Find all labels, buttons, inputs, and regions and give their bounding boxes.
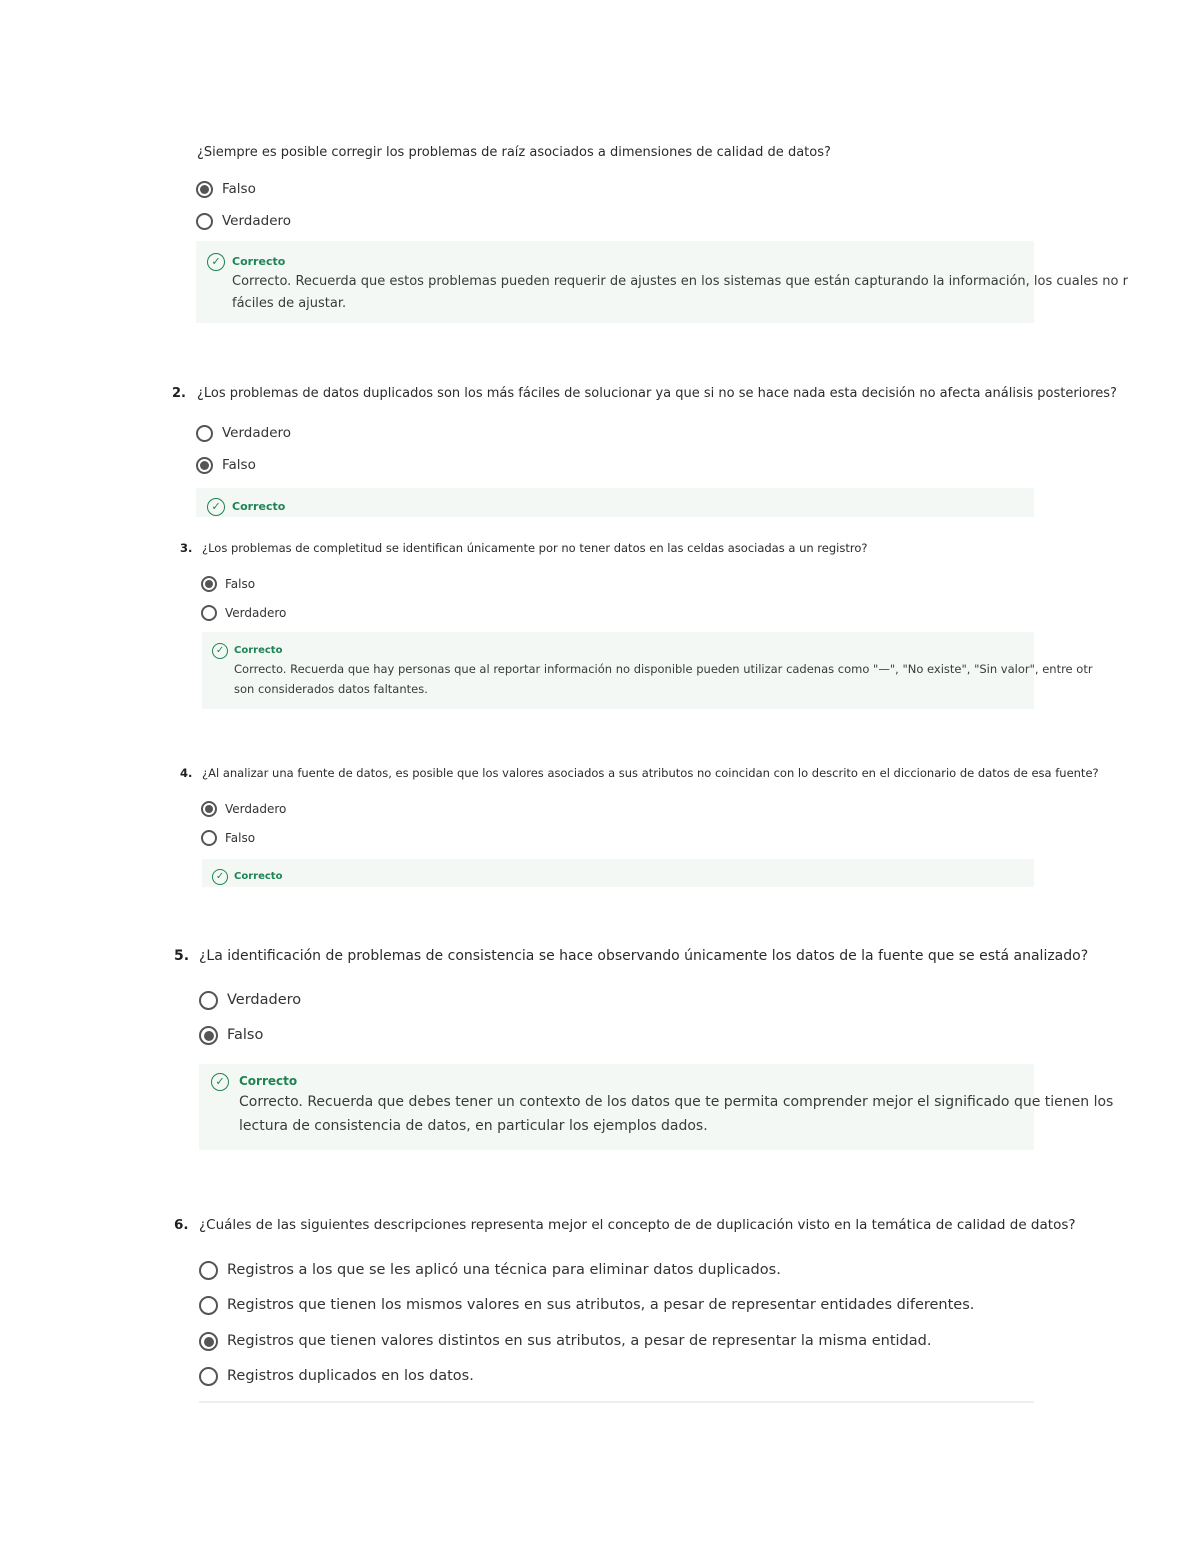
feedback-title: Correcto bbox=[234, 871, 283, 882]
feedback-title: Correcto bbox=[232, 500, 286, 513]
feedback-text: Correcto. Recuerda que debes tener un contexto de los datos que te permita comprender mejor el significado que tienen los bbox=[239, 1094, 1114, 1110]
radio-button[interactable] bbox=[201, 830, 217, 846]
question-number: 2. bbox=[172, 386, 186, 401]
question-text: ¿Al analizar una fuente de datos, es posible que los valores asociados a sus atributos no coincidan con lo descrito en el diccionario de datos de esa fuente? bbox=[202, 766, 1099, 780]
question-text: ¿Los problemas de completitud se identifican únicamente por no tener datos en las celdas asociadas a un registro? bbox=[202, 541, 868, 555]
radio-button-selected[interactable] bbox=[199, 1332, 218, 1351]
feedback-title: Correcto bbox=[239, 1074, 298, 1088]
question-number: 3. bbox=[180, 541, 193, 555]
radio-button-selected[interactable] bbox=[201, 801, 217, 817]
check-circle-icon: ✓ bbox=[212, 869, 228, 885]
radio-button[interactable] bbox=[199, 1261, 218, 1280]
feedback-box bbox=[196, 488, 1034, 517]
option-label[interactable]: Verdadero bbox=[222, 213, 292, 229]
radio-dot bbox=[205, 805, 213, 813]
option-label[interactable]: Registros que tienen los mismos valores en sus atributos, a pesar de representar entidades diferentes. bbox=[227, 1297, 975, 1313]
option-label[interactable]: Verdadero bbox=[222, 425, 292, 441]
question-text: ¿Cuáles de las siguientes descripciones representa mejor el concepto de de duplicación visto en la temática de calidad de datos? bbox=[199, 1217, 1076, 1233]
feedback-title: Correcto bbox=[232, 255, 286, 268]
option-label[interactable]: Registros a los que se les aplicó una técnica para eliminar datos duplicados. bbox=[227, 1262, 781, 1278]
section-divider bbox=[199, 1401, 1034, 1403]
radio-dot bbox=[205, 580, 213, 588]
option-label[interactable]: Verdadero bbox=[225, 802, 287, 816]
radio-button-selected[interactable] bbox=[199, 1026, 218, 1045]
option-label[interactable]: Falso bbox=[225, 831, 256, 845]
check-circle-icon: ✓ bbox=[212, 643, 228, 659]
question-text: ¿Los problemas de datos duplicados son los más fáciles de solucionar ya que si no se hace nada esta decisión no afecta análisis posteriores? bbox=[197, 386, 1117, 401]
radio-button[interactable] bbox=[196, 425, 213, 442]
radio-button[interactable] bbox=[199, 991, 218, 1010]
radio-button[interactable] bbox=[199, 1367, 218, 1386]
check-circle-icon: ✓ bbox=[211, 1073, 229, 1091]
question-text: ¿Siempre es posible corregir los problemas de raíz asociados a dimensiones de calidad de datos? bbox=[197, 145, 831, 160]
option-label[interactable]: Registros que tienen valores distintos en sus atributos, a pesar de representar la misma entidad. bbox=[227, 1333, 932, 1349]
feedback-title: Correcto bbox=[234, 645, 283, 656]
feedback-text: fáciles de ajustar. bbox=[232, 296, 347, 311]
option-label[interactable]: Falso bbox=[225, 577, 256, 591]
question-number: 5. bbox=[174, 948, 190, 964]
feedback-box bbox=[202, 859, 1034, 887]
option-label[interactable]: Verdadero bbox=[225, 606, 287, 620]
radio-button-selected[interactable] bbox=[201, 576, 217, 592]
question-number: 6. bbox=[174, 1217, 189, 1233]
radio-button[interactable] bbox=[199, 1296, 218, 1315]
radio-dot bbox=[204, 1337, 214, 1347]
radio-button[interactable] bbox=[201, 605, 217, 621]
option-label[interactable]: Verdadero bbox=[227, 992, 302, 1008]
feedback-text: lectura de consistencia de datos, en particular los ejemplos dados. bbox=[239, 1118, 708, 1134]
feedback-text: Correcto. Recuerda que estos problemas pueden requerir de ajustes en los sistemas que están capturando la información, los cuales no r bbox=[232, 274, 1128, 289]
check-circle-icon: ✓ bbox=[207, 253, 225, 271]
feedback-text: Correcto. Recuerda que hay personas que al reportar información no disponible pueden utilizar cadenas como "—", "No existe", "Sin valor", entre otr bbox=[234, 662, 1093, 676]
radio-button-selected[interactable] bbox=[196, 457, 213, 474]
question-number: 4. bbox=[180, 766, 193, 780]
option-label[interactable]: Falso bbox=[222, 457, 256, 473]
radio-dot bbox=[204, 1031, 214, 1041]
feedback-text: son considerados datos faltantes. bbox=[234, 682, 428, 696]
radio-button[interactable] bbox=[196, 213, 213, 230]
check-circle-icon: ✓ bbox=[207, 498, 225, 516]
question-text: ¿La identificación de problemas de consistencia se hace observando únicamente los datos de la fuente que se está analizado? bbox=[199, 948, 1089, 964]
radio-button-selected[interactable] bbox=[196, 181, 213, 198]
radio-dot bbox=[200, 185, 209, 194]
option-label[interactable]: Registros duplicados en los datos. bbox=[227, 1368, 474, 1384]
radio-dot bbox=[200, 461, 209, 470]
option-label[interactable]: Falso bbox=[222, 181, 256, 197]
option-label[interactable]: Falso bbox=[227, 1027, 264, 1043]
